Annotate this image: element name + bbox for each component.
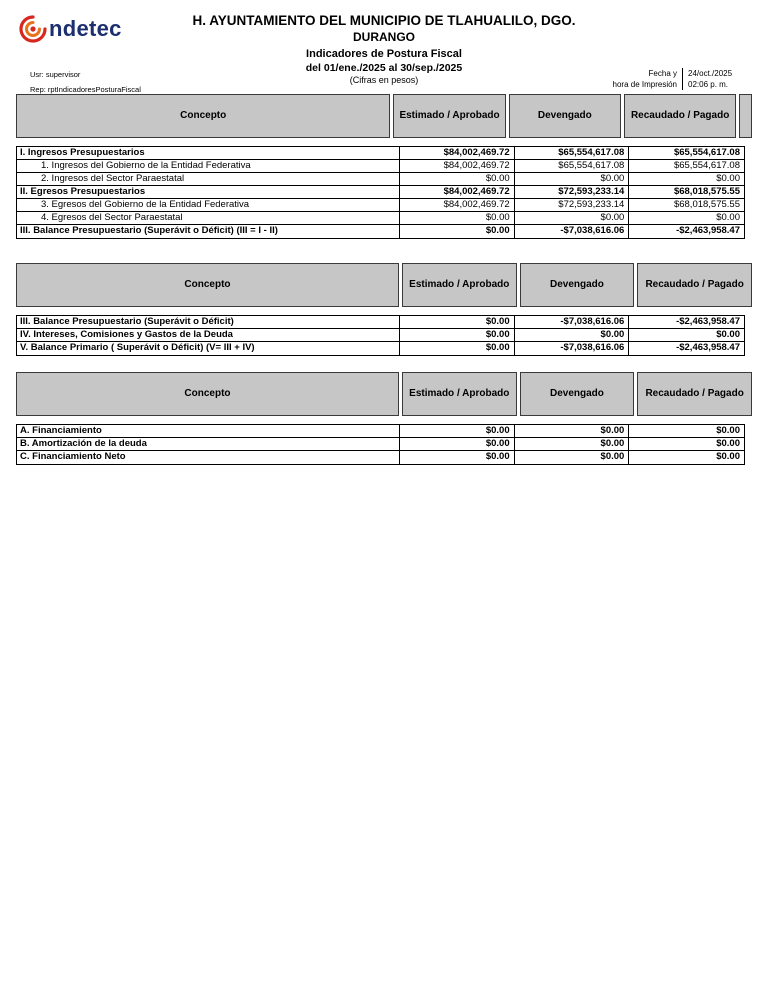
concept-cell: A. Financiamiento xyxy=(17,425,400,438)
report-title: H. AYUNTAMIENTO DEL MUNICIPIO DE TLAHUALILO, DGO. xyxy=(192,13,576,28)
table-row xyxy=(17,212,744,225)
value-cell: $0.00 xyxy=(400,316,515,329)
print-date-label: Fecha y xyxy=(648,69,677,78)
report-id-label: Rep: rptIndicadoresPosturaFiscal xyxy=(30,85,141,94)
print-datetime-labels xyxy=(613,68,682,90)
report-period: del 01/ene./2025 al 30/sep./2025 xyxy=(305,62,463,74)
column-header: Recaudado / Pagado xyxy=(624,94,736,138)
value-cell: $0.00 xyxy=(515,451,630,464)
table-row xyxy=(17,451,744,464)
value-cell: $65,554,617.08 xyxy=(515,147,630,160)
value-cell: -$2,463,958.47 xyxy=(676,342,740,353)
report-name: Indicadores de Postura Fiscal xyxy=(306,48,462,60)
indetec-logo xyxy=(18,14,122,44)
table-row xyxy=(17,329,744,342)
value-cell: $0.00 xyxy=(400,225,515,238)
concept-cell: 4. Egresos del Sector Paraestatal xyxy=(17,212,400,225)
value-cell: $0.00 xyxy=(400,425,515,438)
table-header-row xyxy=(16,372,752,416)
report-subtitle-state: DURANGO xyxy=(353,30,415,44)
value-cell: $0.00 xyxy=(400,438,515,451)
column-header: Concepto xyxy=(16,263,399,307)
table-body xyxy=(16,315,745,356)
concept-cell: III. Balance Presupuestario (Superávit o Déficit) (III = I - II) xyxy=(17,225,400,238)
print-time-label: hora de Impresión xyxy=(612,80,677,89)
value-cell: $0.00 xyxy=(400,342,515,355)
column-header: Estimado / Aprobado xyxy=(402,263,517,307)
table-row xyxy=(17,225,744,238)
value-cell: $0.00 xyxy=(716,451,740,462)
value-cell: -$7,038,616.06 xyxy=(515,225,630,238)
concept-cell: 1. Ingresos del Gobierno de la Entidad Federativa xyxy=(17,160,400,173)
column-header: Estimado / Aprobado xyxy=(393,94,505,138)
value-cell: $84,002,469.72 xyxy=(400,160,515,173)
column-header: Recaudado / Pagado xyxy=(637,263,752,307)
fiscal-table-budget xyxy=(16,94,752,239)
report-meta-left xyxy=(30,70,141,94)
table-row xyxy=(17,173,744,186)
report-units: (Cifras en pesos) xyxy=(349,75,419,85)
table-header-row xyxy=(16,94,752,138)
value-cell: $0.00 xyxy=(629,329,744,342)
report-header xyxy=(0,0,768,94)
indetec-swirl-icon xyxy=(18,14,48,44)
value-cell: $0.00 xyxy=(400,329,515,342)
value-cell: -$7,038,616.06 xyxy=(515,316,630,329)
value-cell: $65,554,617.08 xyxy=(629,160,744,173)
value-cell: $0.00 xyxy=(515,173,630,186)
concept-cell: 3. Egresos del Gobierno de la Entidad Federativa xyxy=(17,199,400,212)
print-date-value: 24/oct./2025 xyxy=(688,69,733,78)
value-cell: $84,002,469.72 xyxy=(400,199,515,212)
value-cell: $0.00 xyxy=(629,173,744,186)
value-cell: $0.00 xyxy=(515,425,630,438)
value-cell: $68,018,575.55 xyxy=(629,186,744,199)
value-cell: $0.00 xyxy=(629,438,744,451)
value-cell: -$2,463,958.47 xyxy=(629,316,744,329)
value-cell: $72,593,233.14 xyxy=(515,186,630,199)
concept-cell: 2. Ingresos del Sector Paraestatal xyxy=(17,173,400,186)
concept-cell: IV. Intereses, Comisiones y Gastos de la Deuda xyxy=(17,329,400,342)
value-cell: $84,002,469.72 xyxy=(400,147,515,160)
value-cell: $84,002,469.72 xyxy=(400,186,515,199)
value-cell: $68,018,575.55 xyxy=(629,199,744,212)
user-label: Usr: supervisor xyxy=(30,70,81,79)
value-cell: $0.00 xyxy=(515,438,630,451)
table-header-row xyxy=(16,263,752,307)
table-body xyxy=(16,424,745,465)
logo-text: ndetec xyxy=(49,16,122,41)
fiscal-table-balance xyxy=(16,263,752,356)
column-header: Recaudado / Pagado xyxy=(637,372,752,416)
value-cell: $72,593,233.14 xyxy=(515,199,630,212)
value-cell: $65,554,617.08 xyxy=(515,160,630,173)
concept-cell: B. Amortización de la deuda xyxy=(17,438,400,451)
column-header: Concepto xyxy=(16,372,399,416)
column-header: Concepto xyxy=(16,94,390,138)
table-row xyxy=(17,425,744,438)
fiscal-table-financing xyxy=(16,372,752,465)
print-time-value: 02:06 p. m. xyxy=(688,80,729,89)
value-cell: $65,554,617.08 xyxy=(629,147,744,160)
value-cell: $0.00 xyxy=(400,212,515,225)
value-cell: $0.00 xyxy=(629,212,744,225)
value-cell: -$7,038,616.06 xyxy=(515,342,630,355)
table-row xyxy=(17,438,744,451)
table-row xyxy=(17,160,744,173)
value-cell: $0.00 xyxy=(400,451,515,464)
concept-cell: V. Balance Primario ( Superávit o Déficit) (V= III + IV) xyxy=(17,342,400,355)
concept-cell: III. Balance Presupuestario (Superávit o Déficit) xyxy=(17,316,400,329)
column-header: Estimado / Aprobado xyxy=(402,372,517,416)
print-datetime xyxy=(613,68,750,90)
concept-cell: C. Financiamiento Neto xyxy=(17,451,400,464)
column-header: Devengado xyxy=(520,372,635,416)
print-datetime-values xyxy=(682,68,750,90)
value-cell: $0.00 xyxy=(515,329,630,342)
table-row xyxy=(17,186,744,199)
table-row xyxy=(17,316,744,329)
concept-cell: II. Egresos Presupuestarios xyxy=(17,186,400,199)
column-header: Devengado xyxy=(509,94,621,138)
value-cell: $0.00 xyxy=(629,425,744,438)
concept-cell: I. Ingresos Presupuestarios xyxy=(17,147,400,160)
value-cell: $0.00 xyxy=(400,173,515,186)
table-row xyxy=(17,199,744,212)
column-header: Devengado xyxy=(520,263,635,307)
value-cell: $0.00 xyxy=(515,212,630,225)
table-body xyxy=(16,146,745,239)
table-row xyxy=(17,147,744,160)
table-row xyxy=(17,342,744,355)
value-cell: -$2,463,958.47 xyxy=(676,225,740,236)
header-stub-cell xyxy=(739,94,752,138)
